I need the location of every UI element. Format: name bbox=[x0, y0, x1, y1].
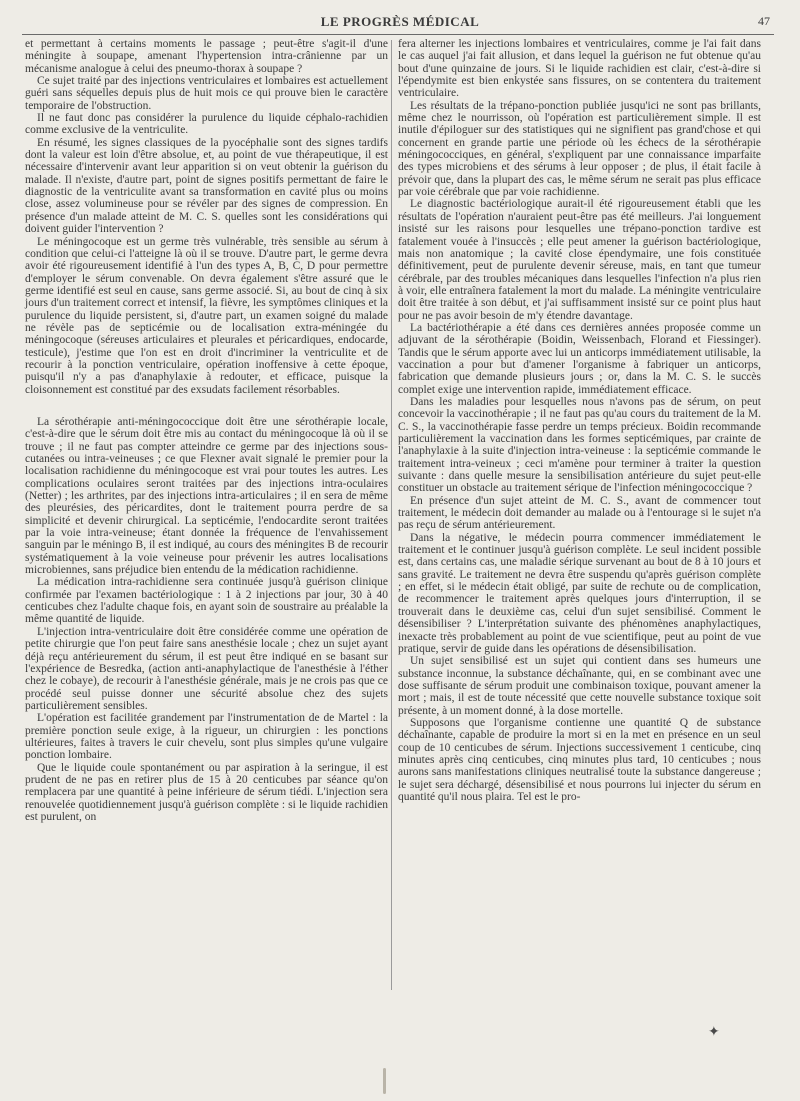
paragraph: Il ne faut donc pas considérer la purulence du liquide céphalo-rachidien comme exclusive de la ventriculite. bbox=[25, 112, 388, 137]
paragraph: La médication intra-rachidienne sera continuée jusqu'à guérison clinique confirmée par l'examen bactériologique : 1 à 2 injections par jour, 30 à 40 centicubes chez l'adulte chaque fois, en ayant soin de soustraire au préalable la même quantité de liquide. bbox=[25, 576, 388, 626]
paragraph: Dans les maladies pour lesquelles nous n'avons pas de sérum, on peut concevoir la vaccinothérapie ; il ne faut pas qu'au cours du traitement de la M. C. S., la vaccinothérapie fasse perdre un temps précieux. Boidin recommande particulièrement la vaccination dans les formes septicémiques, par crainte de l'anaphylaxie à la suite d'injection intra-veineuse : la septicémie commande le traitement intra-veineux ; ceci m'amène pour terminer à traiter la question suivante : dans quelle mesure la sensibilisation antérieure du sujet peut-elle constituer un obstacle au traitement sérique de l'infection méningococcique ? bbox=[398, 395, 761, 495]
ornament-icon: ✦ bbox=[708, 1025, 720, 1040]
journal-title: LE PROGRÈS MÉDICAL bbox=[320, 14, 480, 29]
paragraph: Un sujet sensibilisé est un sujet qui contient dans ses humeurs une substance inconnue, la substance déchaînante, qui, en se combinant avec une dose suffisante de sérum produit une combinaison toxique, pouvant amener la mort ; mais, il est de toute nécessité que cette nouvelle substance toxique soit présente, à un moment donné, à la dose mortelle. bbox=[398, 655, 761, 717]
paragraph: et permettant à certains moments le passage ; peut-être s'agit-il d'une méningite à soupape, amenant l'hypertension intra-crânienne par un mécanisme analogue à celui des pneumo-thorax à soupape ? bbox=[25, 38, 388, 75]
paragraph: La bactériothérapie a été dans ces dernières années proposée comme un adjuvant de la sérothérapie (Boidin, Weissenbach, Florand et Fiessinger). Tandis que le sérum apporte avec lui un anticorps immédiatement utilisable, la vaccination a pour but d'amener l'organisme à fabriquer un anticorps, fabrication que demande plusieurs jours ; or, dans la M. C. S. le succès complet exige une intervention rapide, immédiatement efficace. bbox=[398, 321, 761, 396]
paragraph: Dans la négative, le médecin pourra commencer immédiatement le traitement et le continuer jusqu'à guérison complète. Le seul incident possible est, dans certains cas, une maladie sérique survenant au bout de 8 à 10 jours et sans gravité. Le traitement ne devra être suspendu qu'après guérison complète ; en effet, si le médecin était obligé, par suite de rechute ou de complication, de recommencer le traitement après quelques jours d'interruption, il se trouverait dans le deuxième cas, celui d'un sujet sensibilisé. Comment le désensibiliser ? L'interprétation suivante des phénomènes anaphylactiques, inexacte très probablement au point de vue scientifique, peut au point de vue pratique, servir de guide dans les opérations de désensibilisation. bbox=[398, 531, 761, 655]
paragraph: Que le liquide coule spontanément ou par aspiration à la seringue, il est prudent de ne pas en retirer plus de 15 à 20 centicubes par séance qu'on remplacera par une quantité à peine inférieure de sérum tiédi. L'injection sera renouvelée quotidiennement jusqu'à guérison complète : si le liquide rachidien est purulent, on bbox=[25, 761, 388, 823]
paragraph: Les résultats de la trépano-ponction publiée jusqu'ici ne sont pas brillants, même chez le nourrisson, où l'opération est particulièrement simple. Il est inutile d'épiloguer sur des statistiques qui ne signifient pas grand'chose et qui concernent en grande partie une période où les échecs de la sérothérapie méningococciques, en général, s'expliquent par une connaissance imparfaite des types microbiens et des sérums à leur opposer ; de plus, il était facile à prévoir que, dans la plupart des cas, le même sérum ne serait pas plus efficace par voie cérébrale que par voie rachidienne. bbox=[398, 99, 761, 199]
paragraph: Le méningocoque est un germe très vulnérable, très sensible au sérum à condition que celui-ci l'atteigne là où il se trouve. D'autre part, le germe devra avoir été rigoureusement identifié à l'un des types A, B, C, D pour permettre d'employer le sérum convenable. On devra également s'être assuré que le germe identifié est seul en cause, sans germe associé. Si, au bout de cinq à six jours d'un traitement correct et intensif, la fièvre, les symptômes cliniques et la purulence du liquide persistent, si, d'autre part, un examen soigné du malade ne révèle pas de septicémie ou de localisation extra-méningée du méningocoque (séreuses articulaires et pleurales et péricardiques, endocarde, testicule), j'estime que l'on est en droit d'incriminer la ventriculite et de recourir à la ponction ventriculaire, opération inoffensive à cette époque, puisqu'il n'y a pas d'anaphylaxie à redouter, et efficace, puisque la cloisonnement est constitué par des exsudats facilement résorbables. bbox=[25, 235, 388, 396]
header-rule bbox=[22, 34, 774, 35]
page-number: 47 bbox=[758, 14, 770, 28]
paragraph: Le diagnostic bactériologique aurait-il été rigoureusement établi que les résultats de l'opération n'auraient peut-être pas été meilleurs. J'ai longuement insisté sur les raisons pour lesquelles une trépano-ponction tardive est fatalement vouée à l'insuccès ; elle peut amener la guérison bactériologique, mais non anatomique ; la cavité close épendymaire, une fois constituée définitivement, peut de purulente devenir séreuse, mais, en tant que tumeur cérébrale, par des troubles mécaniques dans lesquelles l'infection n'a plus rien à voir, elle entraînera fatalement la mort du malade. La méningite ventriculaire doit être traitée à son début, et j'ai suffisamment insisté sur ce point plus haut pour ne pas avoir besoin de m'y étendre davantage. bbox=[398, 198, 761, 322]
paragraph: La sérothérapie anti-méningococcique doit être une sérothérapie locale, c'est-à-dire que le sérum doit être mis au contact du méningocoque là où il se trouve ; il ne faut pas compter atteindre ce germe par des injections sous-cutanées ou intra-veineuses ; ce que Flexner avait signalé le premier pour la localisation rachidienne du méningocoque est vrai pour toutes les autres. Les complications oculaires seront traitées par des injections intra-oculaires (Netter) ; les arthrites, par des injections intra-articulaires ; il en sera de même des pleurésies, des péricardites, dont le traitement pourra perdre de sa simplicité et devenir chirurgical. La septicémie, l'endocardite seront traitées par la voie intra-veineuse; étant donnée la fréquence de l'envahissement sanguin par le méningo B, il est indiqué, au cours des méningites B de recourir systématiquement à la voie veineuse pour prévenir les autres localisations microbiennes, sans préjudice bien entendu de la médication rachidienne. bbox=[25, 415, 388, 577]
paragraph: Supposons que l'organisme contienne une quantité Q de substance déchaînante, capable de produire la mort si en la met en présence en un seul coup de 10 centicubes de sérum. Injections successivement 1 centicube, cinq minutes après cinq centicubes, cinq minutes plus tard, 10 centicubes ; nous aurons sans manifestations cliniques neutralisé toute la substance dangereuse ; le sujet sera déchargé, désensibilisé et nous pourrons lui injecter du sérum en quantité qu'il nous plaira. Tel est le pro- bbox=[398, 716, 761, 803]
paragraph: L'opération est facilitée grandement par l'instrumentation de de Martel : la première ponction seule exige, à la rigueur, un chirurgien : les ponctions ultérieures, faites à travers le cuir chevelu, sont plus simples qu'une vulgaire ponction lombaire. bbox=[25, 712, 388, 762]
paragraph: L'injection intra-ventriculaire doit être considérée comme une opération de petite chirurgie que l'on peut faire sans anesthésie locale ; chez un sujet ayant déjà reçu antérieurement du sérum, il est peut être indiqué en se basant sur l'expérience de Besredka, (action anti-anaphylactique de l'anesthésie à l'éther chez le cobaye), de recourir à l'anesthésie générale, mais je ne crois pas que ce procédé seul puisse donner une sécurité absolue chez des sujets particulièrement sensibles. bbox=[25, 625, 388, 712]
paragraph: En présence d'un sujet atteint de M. C. S., avant de commencer tout traitement, le médecin doit demander au malade ou à l'entourage si le sujet n'a pas reçu de sérum antérieurement. bbox=[398, 494, 761, 532]
right-column bbox=[398, 38, 761, 803]
paragraph: fera alterner les injections lombaires et ventriculaires, comme je l'ai fait dans le cas auquel j'ai fait allusion, et dans lequel la guérison ne fut obtenue qu'au bout d'une quinzaine de jours. Si le liquide rachidien est clair, c'est-à-dire si l'épendymite est bien enkystée sans fissures, on se contentera du traitement ventriculaire. bbox=[398, 38, 761, 100]
paragraph: Ce sujet traité par des injections ventriculaires et lombaires est actuellement guéri sans séquelles depuis plus de huit mois ce qui prouve bien le caractère temporaire de l'obstruction. bbox=[25, 75, 388, 112]
binding-mark bbox=[383, 1068, 386, 1094]
left-column bbox=[25, 38, 388, 823]
column-divider bbox=[391, 40, 392, 990]
paragraph: En résumé, les signes classiques de la pyocéphalie sont des signes tardifs dont la valeur est loin d'être absolue, et, au point de vue thérapeutique, il est nécessaire d'intervenir avant leur apparition si on veut obtenir la guérison du malade. Il n'existe, d'autre part, point de signes positifs permettant de faire le diagnostic de la ventriculite avant sa transformation en cavité plus ou moins close, assez volumineuse pour se révéler par des signes de compression. En présence d'un malade atteint de M. C. S. quelles sont les considérations qui doivent guider l'intervention ? bbox=[25, 136, 388, 236]
running-head bbox=[30, 14, 770, 30]
